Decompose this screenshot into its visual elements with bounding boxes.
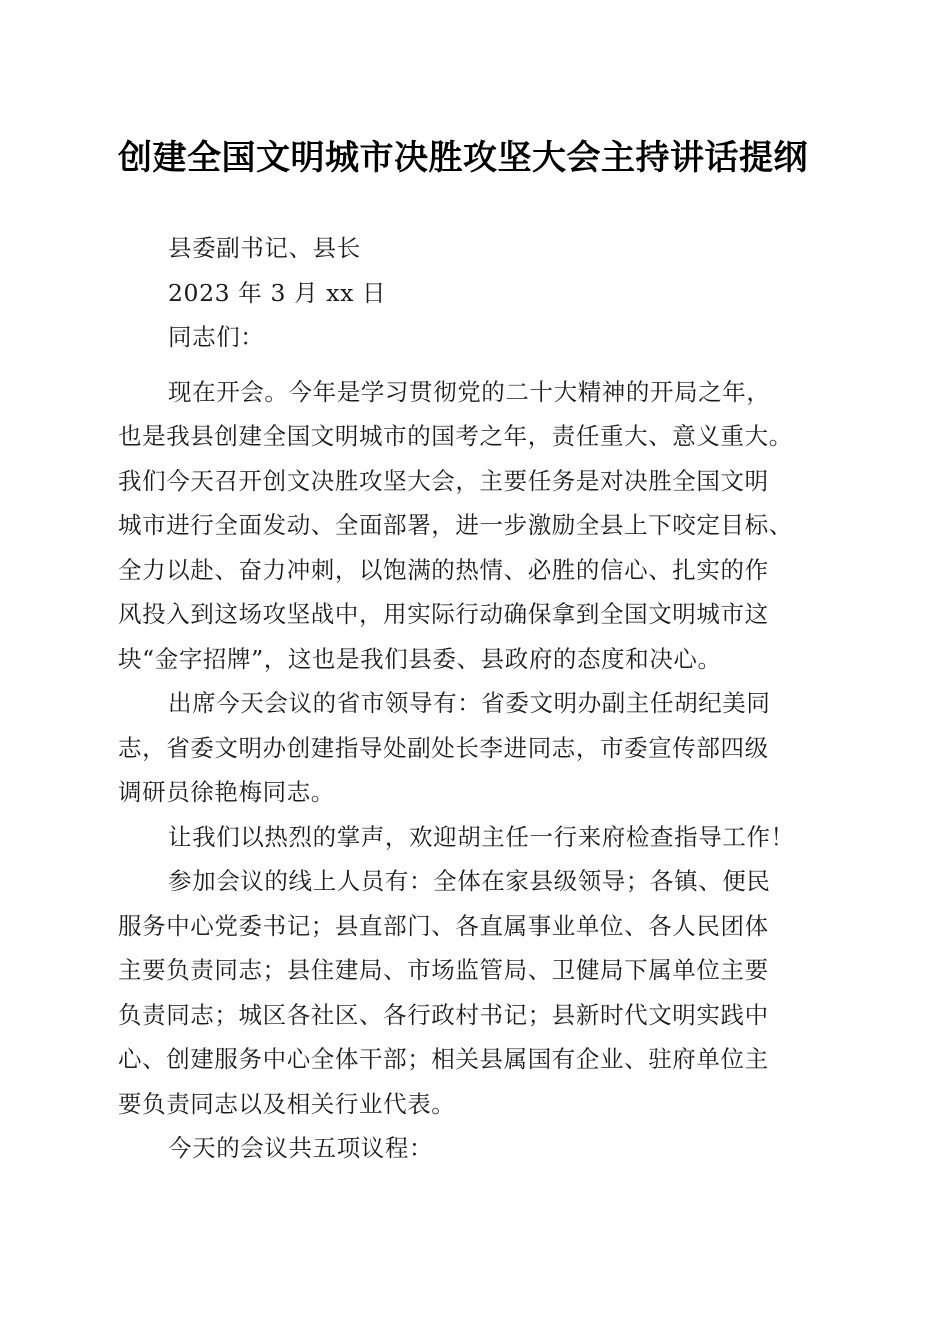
paragraph-4 (118, 859, 833, 1126)
paragraph-line: 出席今天会议的省市领导有：省委文明办副主任胡纪美同 (168, 689, 771, 717)
paragraph-line: 负责同志；城区各社区、各行政村书记；县新时代文明实践中 (118, 1000, 769, 1029)
paragraph-line: 主要负责同志；县住建局、市场监管局、卫健局下属单位主要 (118, 956, 769, 984)
paragraph-line: 城市进行全面发动、全面部署，进一步激励全县上下咬定目标、 (118, 511, 793, 539)
paragraph-line: 今天的会议共五项议程： (168, 1134, 434, 1162)
paragraph-line: 现在开会。今年是学习贯彻党的二十大精神的开局之年， (168, 377, 771, 406)
paragraph-5 (118, 1126, 833, 1171)
document-body (118, 226, 833, 1171)
spacer (118, 360, 833, 370)
paragraph-line: 也是我县创建全国文明城市的国考之年，责任重大、意义重大。 (118, 422, 793, 450)
paragraph-line: 块“金字招牌”，这也是我们县委、县政府的态度和决心。 (118, 644, 722, 673)
paragraph-1 (118, 370, 833, 682)
paragraph-line: 让我们以热烈的掌声，欢迎胡主任一行来府检查指导工作！ (168, 822, 795, 851)
paragraph-line: 参加会议的线上人员有：全体在家县级领导；各镇、便民 (168, 867, 771, 895)
date-line: 2023 年 3 月 xx 日 (168, 278, 387, 307)
paragraph-2 (118, 681, 833, 815)
speaker-line: 县委副书记、县长 (168, 234, 361, 262)
paragraph-line: 调研员徐艳梅同志。 (118, 778, 335, 806)
paragraph-line: 志，省委文明办创建指导处副处长李进同志，市委宣传部四级 (118, 733, 769, 762)
paragraph-line: 全力以赴、奋力冲刺，以饱满的热情、必胜的信心、扎实的作 (118, 555, 769, 584)
paragraph-3 (118, 815, 833, 860)
document-title: 创建全国文明城市决胜攻坚大会主持讲话提纲 (118, 138, 808, 178)
paragraph-line: 心、创建服务中心全体干部；相关县属国有企业、驻府单位主 (118, 1045, 769, 1073)
paragraph-line: 风投入到这场攻坚战中，用实际行动确保拿到全国文明城市这 (118, 600, 769, 628)
salutation-line: 同志们： (168, 323, 265, 351)
paragraph-line: 我们今天召开创文决胜攻坚大会，主要任务是对决胜全国文明 (118, 466, 769, 495)
paragraph-line: 服务中心党委书记；县直部门、各直属事业单位、各人民团体 (118, 911, 769, 940)
paragraph-line: 要负责同志以及相关行业代表。 (118, 1089, 456, 1118)
